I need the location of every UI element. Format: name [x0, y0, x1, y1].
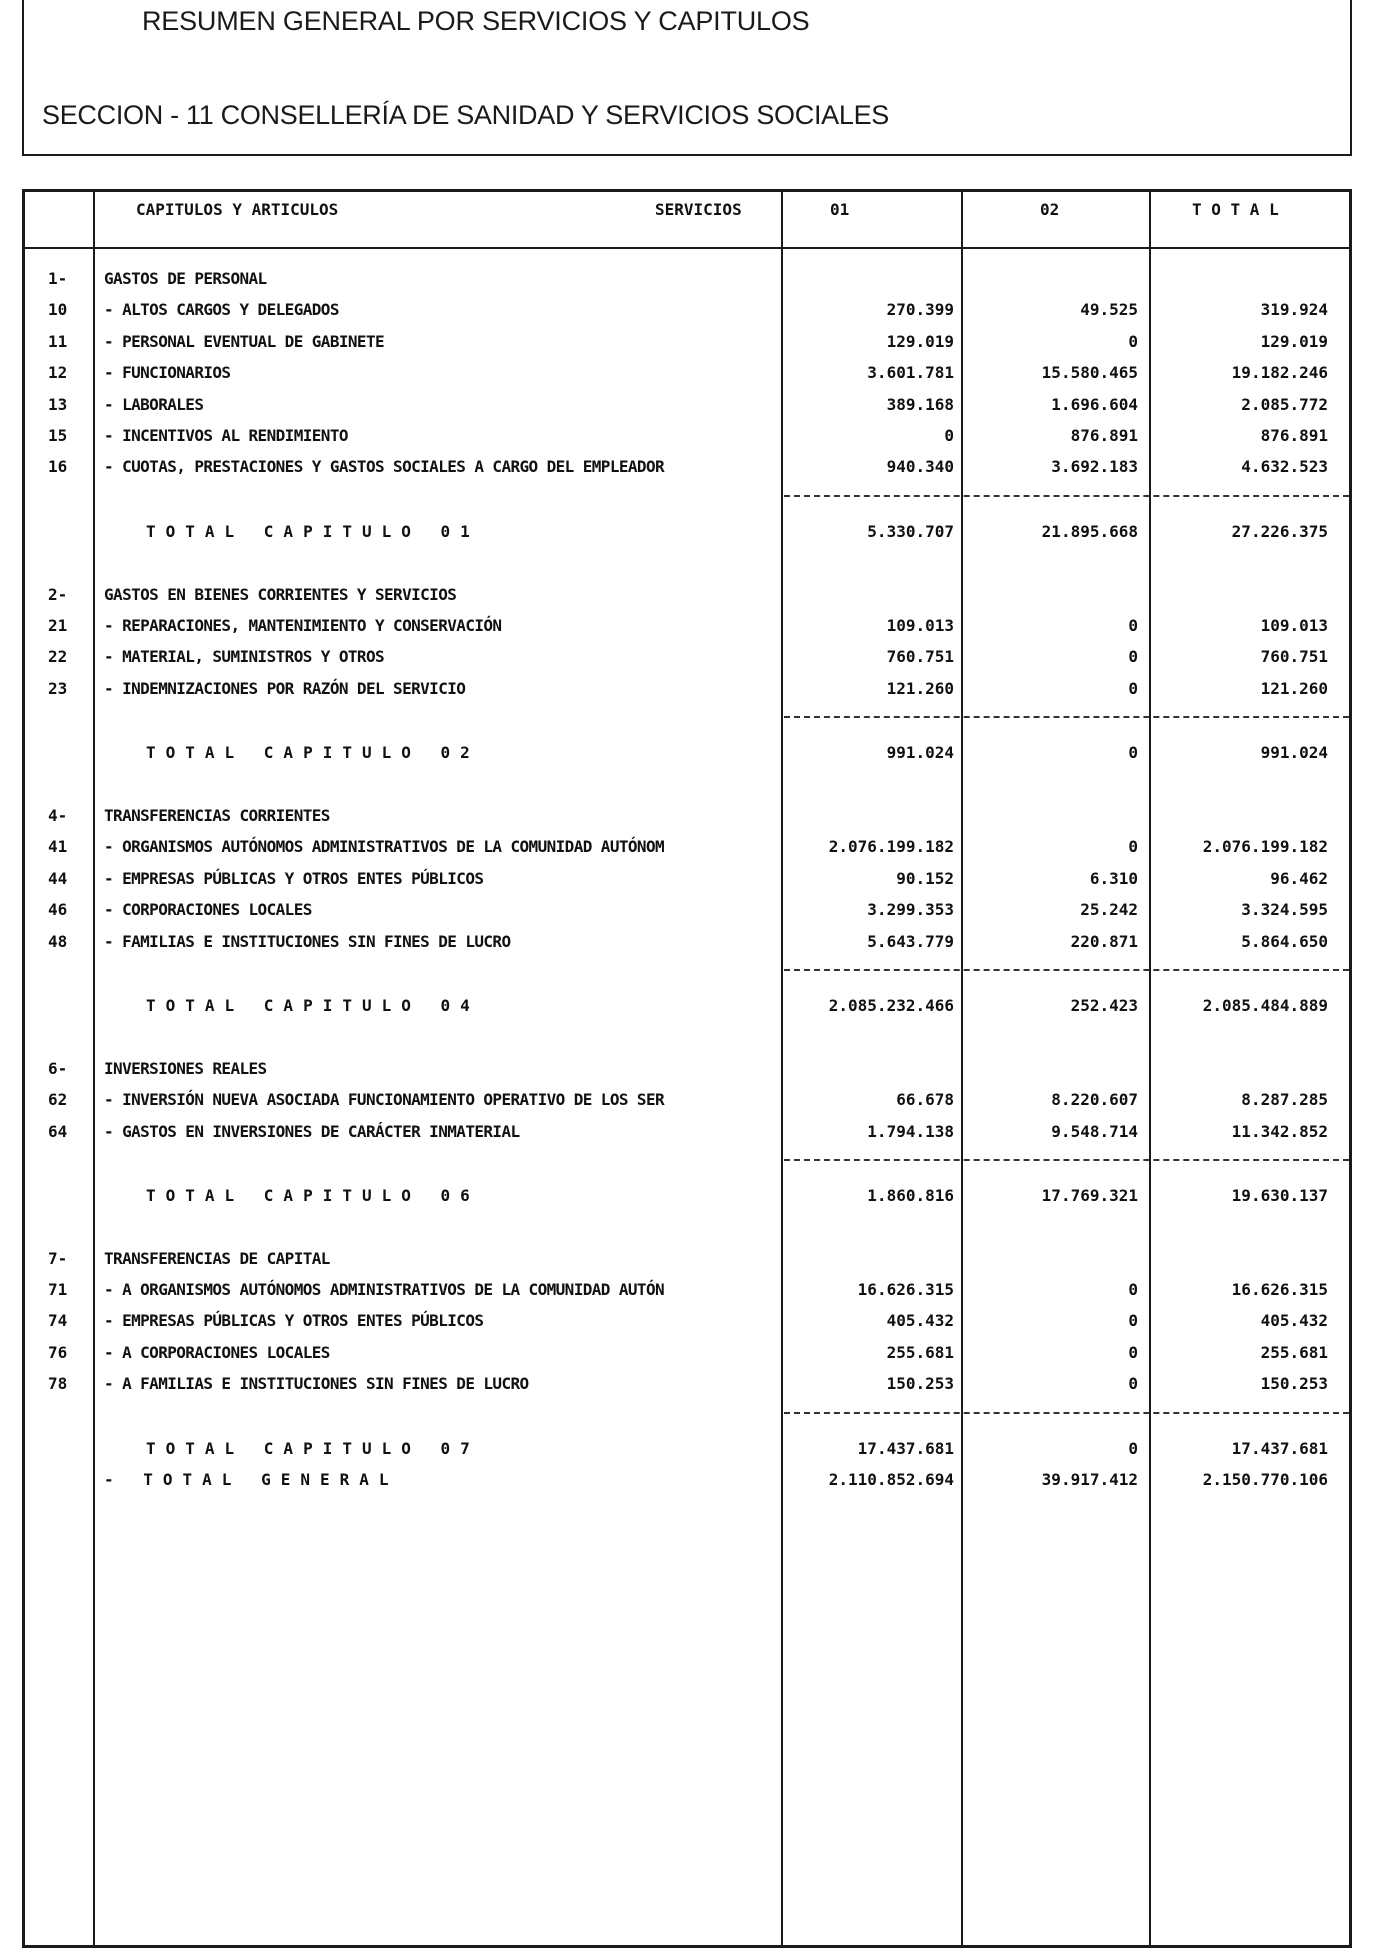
row-code: 78 [48, 1374, 68, 1394]
row-value-01: 150.253 [886, 1374, 954, 1394]
row-description: - EMPRESAS PÚBLICAS Y OTROS ENTES PÚBLICOS [104, 1311, 484, 1331]
header-col-01: 01 [830, 200, 850, 219]
row-description: TOTAL CAPITULO 04 [146, 995, 480, 1015]
row-value-total: 991.024 [1260, 743, 1328, 763]
table-row [0, 1275, 1376, 1305]
table-row [0, 295, 1376, 325]
row-code: 6- [48, 1058, 68, 1078]
row-value-total: 19.630.137 [1231, 1185, 1328, 1205]
row-value-total: 2.085.772 [1241, 394, 1328, 414]
row-value-02: 17.769.321 [1041, 1185, 1138, 1205]
row-value-02: 8.220.607 [1051, 1090, 1138, 1110]
row-value-total: 319.924 [1260, 300, 1328, 320]
row-description: - ALTOS CARGOS Y DELEGADOS [104, 300, 339, 320]
row-value-01: 90.152 [896, 868, 954, 888]
row-value-01: 255.681 [886, 1342, 954, 1362]
row-value-01: 66.678 [896, 1090, 954, 1110]
row-value-01: 3.299.353 [867, 900, 954, 920]
row-value-total: 876.891 [1260, 426, 1328, 445]
row-description: - A CORPORACIONES LOCALES [104, 1342, 330, 1362]
row-code: 62 [48, 1090, 68, 1110]
table-row [0, 1338, 1376, 1368]
row-value-total: 129.019 [1260, 331, 1328, 351]
row-code: 13 [48, 394, 68, 414]
row-value-02: 25.242 [1080, 900, 1138, 920]
row-value-total: 109.013 [1260, 615, 1328, 635]
row-value-02: 220.871 [1070, 931, 1138, 951]
row-code: 44 [48, 868, 68, 888]
row-description: - TOTAL GENERAL [104, 1470, 399, 1490]
row-description: - FUNCIONARIOS [104, 363, 231, 383]
row-value-02: 6.310 [1089, 868, 1138, 888]
table-row [0, 327, 1376, 357]
row-code: 11 [48, 331, 68, 351]
row-description: INVERSIONES REALES [104, 1058, 267, 1078]
row-description: TOTAL CAPITULO 07 [146, 1438, 480, 1458]
row-value-01: 270.399 [886, 300, 954, 320]
row-value-02: 15.580.465 [1041, 363, 1138, 383]
table-row [0, 674, 1376, 704]
chapter-total-row [0, 991, 1376, 1021]
header-total: T O T A L [1192, 200, 1279, 219]
row-value-01: 17.437.681 [857, 1438, 954, 1458]
row-description: - CORPORACIONES LOCALES [104, 900, 312, 920]
row-value-02: 21.895.668 [1041, 521, 1138, 541]
subtotal-separator [784, 716, 1349, 718]
table-row [0, 421, 1376, 451]
row-value-total: 8.287.285 [1241, 1090, 1328, 1110]
table-row [0, 611, 1376, 641]
row-code: 48 [48, 931, 68, 951]
row-value-total: 19.182.246 [1231, 363, 1328, 383]
row-value-02: 0 [1128, 1311, 1138, 1331]
table-row [0, 1085, 1376, 1115]
row-value-total: 150.253 [1260, 1374, 1328, 1394]
row-value-02: 3.692.183 [1051, 457, 1138, 477]
row-description: - GASTOS EN INVERSIONES DE CARÁCTER INMATERIAL [104, 1121, 520, 1141]
row-value-total: 5.864.650 [1241, 931, 1328, 951]
row-description: - PERSONAL EVENTUAL DE GABINETE [104, 331, 385, 351]
row-description: GASTOS DE PERSONAL [104, 269, 267, 288]
row-code: 7- [48, 1248, 68, 1268]
row-value-02: 49.525 [1080, 300, 1138, 320]
row-value-total: 2.150.770.106 [1202, 1470, 1328, 1490]
chapter-row [0, 264, 1376, 294]
row-value-01: 405.432 [886, 1311, 954, 1331]
row-description: TOTAL CAPITULO 01 [146, 521, 480, 541]
row-description: TRANSFERENCIAS DE CAPITAL [104, 1248, 330, 1268]
subtotal-separator [784, 1159, 1349, 1161]
table-row [0, 358, 1376, 388]
row-value-01: 940.340 [886, 457, 954, 477]
row-value-02: 0 [1128, 647, 1138, 667]
report-header-box [22, 0, 1352, 156]
table-row [0, 1369, 1376, 1399]
row-value-02: 0 [1128, 837, 1138, 857]
row-code: 22 [48, 647, 68, 667]
row-code: 41 [48, 837, 68, 857]
row-value-02: 9.548.714 [1051, 1121, 1138, 1141]
row-value-02: 1.696.604 [1051, 394, 1138, 414]
row-value-02: 0 [1128, 615, 1138, 635]
row-description: - CUOTAS, PRESTACIONES Y GASTOS SOCIALES A CARGO DEL EMPLEADOR [104, 457, 665, 477]
subtotal-separator [784, 969, 1349, 971]
row-value-02: 39.917.412 [1041, 1470, 1138, 1490]
table-row [0, 642, 1376, 672]
row-value-total: 2.085.484.889 [1202, 995, 1328, 1015]
row-value-01: 2.085.232.466 [828, 995, 954, 1015]
chapter-row [0, 801, 1376, 831]
row-code: 1- [48, 269, 68, 288]
row-code: 4- [48, 805, 68, 825]
subtotal-separator [784, 495, 1349, 497]
row-code: 23 [48, 678, 68, 698]
report-title: RESUMEN GENERAL POR SERVICIOS Y CAPITULOS [142, 6, 810, 36]
row-value-02: 0 [1128, 743, 1138, 763]
row-description: - INVERSIÓN NUEVA ASOCIADA FUNCIONAMIENTO OPERATIVO DE LOS SER [104, 1090, 665, 1110]
subtotal-separator [784, 1412, 1349, 1414]
chapter-total-row [0, 1434, 1376, 1464]
row-value-01: 109.013 [886, 615, 954, 635]
row-code: 16 [48, 457, 68, 477]
table-row [0, 1306, 1376, 1336]
row-value-01: 760.751 [886, 647, 954, 667]
row-value-total: 4.632.523 [1241, 457, 1328, 477]
chapter-total-row [0, 517, 1376, 547]
row-value-total: 2.076.199.182 [1202, 837, 1328, 857]
row-value-02: 0 [1128, 1342, 1138, 1362]
row-description: - MATERIAL, SUMINISTROS Y OTROS [104, 647, 385, 667]
chapter-total-row [0, 738, 1376, 768]
chapter-row [0, 1054, 1376, 1084]
general-total-row [0, 1465, 1376, 1495]
row-description: - LABORALES [104, 394, 204, 414]
table-row [0, 927, 1376, 957]
row-value-total: 11.342.852 [1231, 1121, 1328, 1141]
table-row [0, 452, 1376, 482]
row-value-total: 16.626.315 [1231, 1280, 1328, 1300]
row-value-02: 0 [1128, 331, 1138, 351]
row-description: - EMPRESAS PÚBLICAS Y OTROS ENTES PÚBLICOS [104, 868, 484, 888]
row-value-01: 3.601.781 [867, 363, 954, 383]
row-value-01: 389.168 [886, 394, 954, 414]
row-value-01: 5.330.707 [867, 521, 954, 541]
header-servicios: SERVICIOS [655, 200, 742, 219]
row-code: 2- [48, 584, 68, 604]
row-description: - REPARACIONES, MANTENIMIENTO Y CONSERVACIÓN [104, 615, 502, 635]
row-description: - ORGANISMOS AUTÓNOMOS ADMINISTRATIVOS DE LA COMUNIDAD AUTÓNOM [104, 837, 665, 857]
table-row [0, 864, 1376, 894]
row-value-total: 255.681 [1260, 1342, 1328, 1362]
row-description: TOTAL CAPITULO 02 [146, 743, 480, 763]
row-value-02: 0 [1128, 1438, 1138, 1458]
row-description: GASTOS EN BIENES CORRIENTES Y SERVICIOS [104, 584, 457, 604]
row-code: 21 [48, 615, 68, 635]
row-value-total: 27.226.375 [1231, 521, 1328, 541]
row-value-01: 991.024 [886, 743, 954, 763]
row-value-total: 3.324.595 [1241, 900, 1328, 920]
row-value-01: 5.643.779 [867, 931, 954, 951]
chapter-row [0, 580, 1376, 610]
row-value-02: 252.423 [1070, 995, 1138, 1015]
row-description: TOTAL CAPITULO 06 [146, 1185, 480, 1205]
row-value-01: 1.860.816 [867, 1185, 954, 1205]
row-code: 71 [48, 1280, 68, 1300]
row-code: 76 [48, 1342, 68, 1362]
row-description: TRANSFERENCIAS CORRIENTES [104, 805, 330, 825]
row-value-total: 405.432 [1260, 1311, 1328, 1331]
section-title: SECCION - 11 CONSELLERÍA DE SANIDAD Y SERVICIOS SOCIALES [42, 100, 889, 130]
row-value-01: 2.076.199.182 [828, 837, 954, 857]
table-row [0, 1117, 1376, 1147]
row-code: 10 [48, 300, 68, 320]
row-description: - INDEMNIZACIONES POR RAZÓN DEL SERVICIO [104, 678, 466, 698]
row-code: 64 [48, 1121, 68, 1141]
row-value-02: 0 [1128, 1374, 1138, 1394]
row-description: - FAMILIAS E INSTITUCIONES SIN FINES DE LUCRO [104, 931, 511, 951]
row-code: 46 [48, 900, 68, 920]
row-value-01: 121.260 [886, 678, 954, 698]
row-value-02: 876.891 [1070, 426, 1138, 445]
table-row [0, 895, 1376, 925]
row-value-01: 0 [944, 426, 954, 445]
row-value-01: 129.019 [886, 331, 954, 351]
row-value-01: 2.110.852.694 [828, 1470, 954, 1490]
chapter-row [0, 1244, 1376, 1274]
chapter-total-row [0, 1181, 1376, 1211]
header-col-02: 02 [1040, 200, 1060, 219]
table-row [0, 832, 1376, 862]
header-capitulos: CAPITULOS Y ARTICULOS [136, 200, 339, 219]
row-value-02: 0 [1128, 1280, 1138, 1300]
row-value-01: 1.794.138 [867, 1121, 954, 1141]
row-code: 74 [48, 1311, 68, 1331]
row-value-total: 17.437.681 [1231, 1438, 1328, 1458]
row-value-total: 121.260 [1260, 678, 1328, 698]
row-code: 15 [48, 426, 68, 445]
row-value-total: 96.462 [1270, 868, 1328, 888]
row-value-02: 0 [1128, 678, 1138, 698]
row-description: - A FAMILIAS E INSTITUCIONES SIN FINES DE LUCRO [104, 1374, 529, 1394]
header-rule [22, 247, 1352, 249]
row-description: - INCENTIVOS AL RENDIMIENTO [104, 426, 348, 445]
row-value-01: 16.626.315 [857, 1280, 954, 1300]
row-description: - A ORGANISMOS AUTÓNOMOS ADMINISTRATIVOS DE LA COMUNIDAD AUTÓN [104, 1280, 665, 1300]
table-row [0, 390, 1376, 420]
row-value-total: 760.751 [1260, 647, 1328, 667]
row-code: 12 [48, 363, 68, 383]
